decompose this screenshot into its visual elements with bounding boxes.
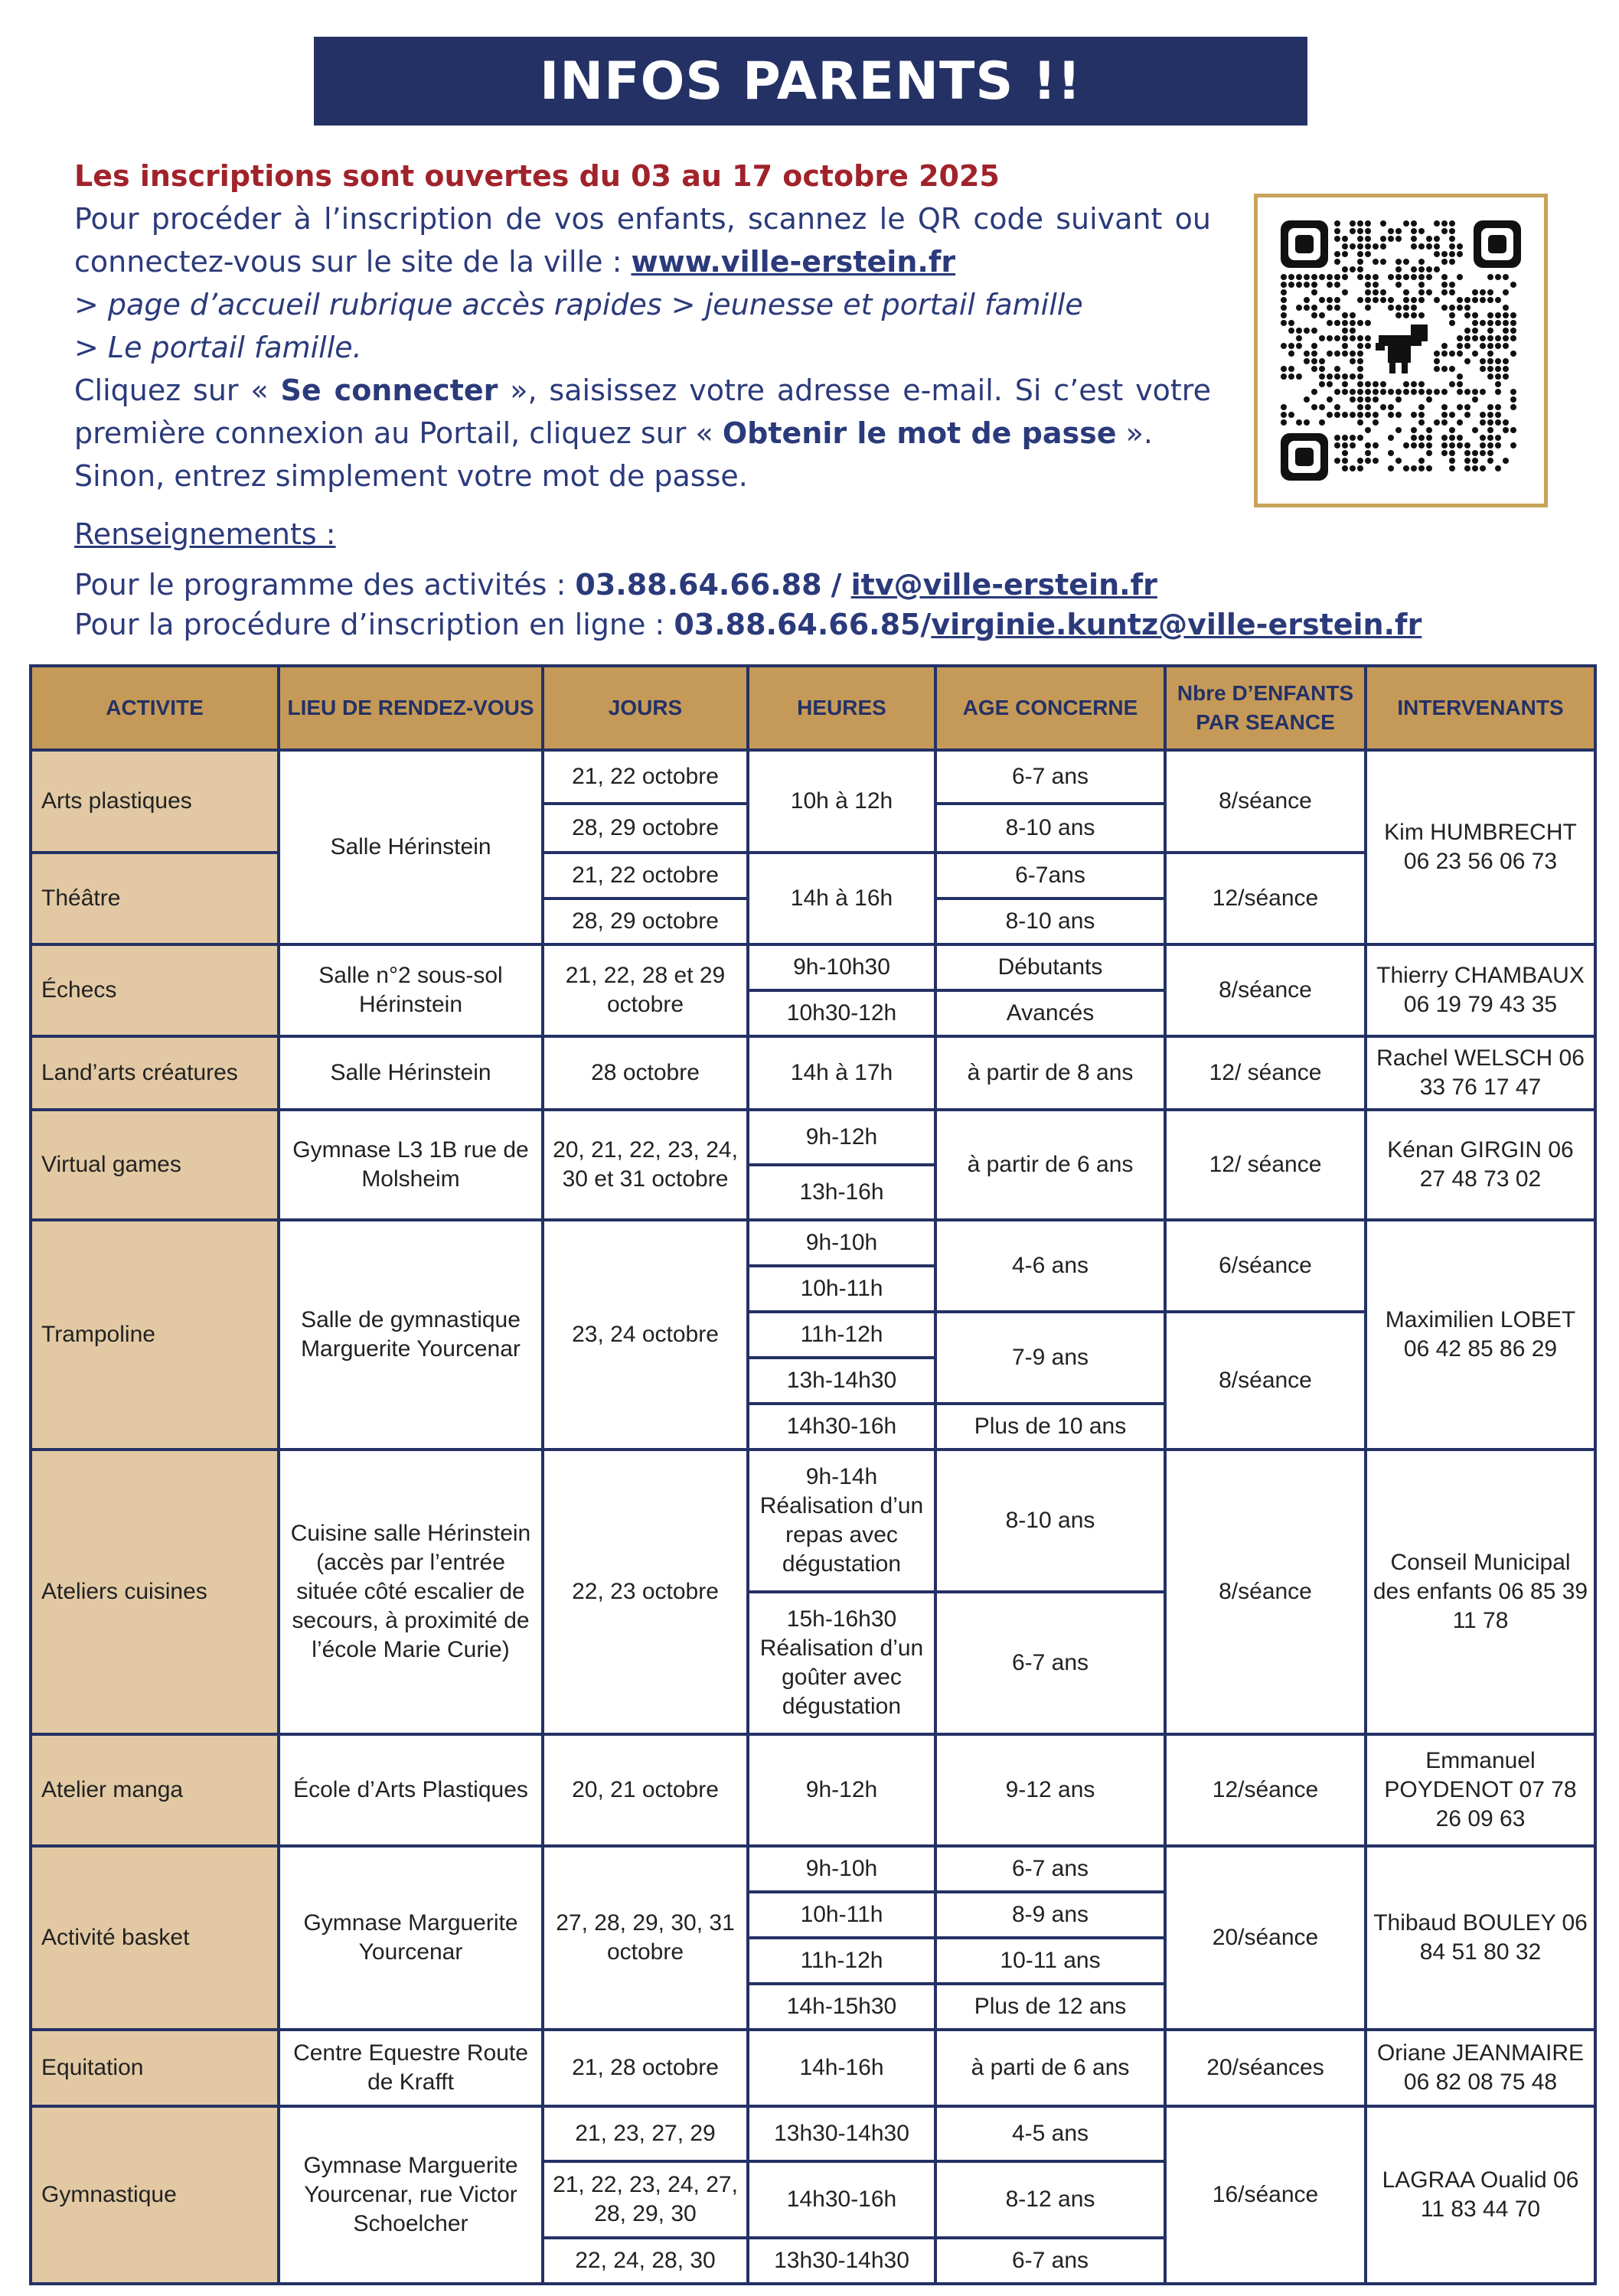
header-age: AGE CONCERNE [935, 666, 1165, 750]
table-row: 21, 22, 23, 24, 27, 28, 29, 30 14h30-16h 8-12 ans [31, 2161, 1595, 2238]
instructor-cell: Conseil Municipal des enfants 06 85 39 11 78 [1366, 1450, 1595, 1734]
registration-headline: Les inscriptions sont ouvertes du 03 au 17 octobre 2025 [74, 159, 1000, 193]
page-title: INFOS PARENTS !! [539, 51, 1082, 112]
header-lieu: LIEU DE RENDEZ-VOUS [279, 666, 543, 750]
activity-cell: Atelier manga [31, 1734, 279, 1846]
intro-paragraph: Pour procéder à l’inscription de vos enfants, scannez le QR code suivant ou connectez-vous sur le site de la ville : www.ville-erstein.fr [74, 202, 1211, 279]
table-row: 14h30-16h Plus de 10 ans [31, 1404, 1595, 1450]
header-activite: ACTIVITE [31, 666, 279, 750]
activity-cell: Equitation [31, 2030, 279, 2106]
instructor-cell: Kénan GIRGIN 06 27 48 73 02 [1366, 1110, 1595, 1220]
table-row: 11h-12h 7-9 ans 8/séance [31, 1312, 1595, 1358]
title-banner [314, 37, 1307, 126]
instructor-cell: Emmanuel POYDENOT 07 78 26 09 63 [1366, 1734, 1595, 1846]
login-instructions: Cliquez sur « Se connecter », saisissez votre adresse e-mail. Si c’est votre première connexion au Portail, cliquez sur « Obtenir le mot de passe ». [74, 373, 1211, 450]
activity-cell: Gymnastique [31, 2106, 279, 2284]
table-header-row [31, 666, 1595, 750]
activity-cell: Ateliers cuisines [31, 1450, 279, 1734]
header-enfants: Nbre D’ENFANTS PAR SEANCE [1165, 666, 1366, 750]
table-row: 13h-16h [31, 1165, 1595, 1220]
table-row: Ateliers cuisines Cuisine salle Hérinstein (accès par l’entrée située côté escalier de secours, à proximité de l’école Marie Curie) 22, 23 octobre 9h-14h Réalisation d’un repas avec dégustation 8-10 ans 8/séance Conseil Municipal des enfants 06 85 39 11 78 [31, 1450, 1595, 1592]
intro-text [74, 155, 1211, 497]
table-row: 14h-15h30 Plus de 12 ans [31, 1984, 1595, 2030]
table-row: Activité basket Gymnase Marguerite Yourcenar 27, 28, 29, 30, 31 octobre 9h-10h 6-7 ans 20/séance Thibaud BOULEY 06 84 51 80 32 [31, 1846, 1595, 1892]
instructor-cell: Thibaud BOULEY 06 84 51 80 32 [1366, 1846, 1595, 2030]
instructor-cell: Oriane JEANMAIRE 06 82 08 75 48 [1366, 2030, 1595, 2106]
table-row: Théâtre 21, 22 octobre 14h à 16h 6-7ans 12/séance [31, 853, 1595, 899]
instructor-cell: LAGRAA Oualid 06 11 83 44 70 [1366, 2106, 1595, 2284]
qr-code[interactable] [1254, 194, 1548, 507]
table-row: Gymnastique Gymnase Marguerite Yourcenar, rue Victor Schoelcher 21, 23, 27, 29 13h30-14h30 4-5 ans 16/séance LAGRAA Oualid 06 11 83 44 70 [31, 2106, 1595, 2161]
table-row: Arts plastiques Salle Hérinstein 21, 22 octobre 10h à 12h 6-7 ans 8/séance Kim HUMBRECHT 06 23 56 06 73 [31, 750, 1595, 804]
activity-cell: Théâtre [31, 853, 279, 944]
activity-cell: Activité basket [31, 1846, 279, 2030]
table-row: 15h-16h30 Réalisation d’un goûter avec dégustation 6-7 ans [31, 1592, 1595, 1734]
activity-cell: Land’arts créatures [31, 1036, 279, 1110]
instructor-cell: Maximilien LOBET 06 42 85 86 29 [1366, 1220, 1595, 1450]
path-line-2: > Le portail famille. [74, 331, 362, 364]
location-cell: Salle Hérinstein [279, 750, 543, 944]
table-row: Equitation Centre Equestre Route de Krafft 21, 28 octobre 14h-16h à parti de 6 ans 20/séances Oriane JEANMAIRE 06 82 08 75 48 [31, 2030, 1595, 2106]
program-contact: Pour le programme des activités : 03.88.64.66.88 / itv@ville-erstein.fr [74, 568, 1157, 602]
table-row: 22, 24, 28, 30 13h30-14h30 6-7 ans [31, 2238, 1595, 2284]
table-row: Virtual games Gymnase L3 1B rue de Molsheim 20, 21, 22, 23, 24, 30 et 31 octobre 9h-12h à partir de 6 ans 12/ séance Kénan GIRGIN 06 27 48 73 02 [31, 1110, 1595, 1165]
activity-cell: Arts plastiques [31, 750, 279, 853]
table-row: Atelier manga École d’Arts Plastiques 20, 21 octobre 9h-12h 9-12 ans 12/séance Emmanuel POYDENOT 07 78 26 09 63 [31, 1734, 1595, 1846]
program-phone[interactable]: 03.88.64.66.88 [575, 568, 822, 602]
registration-email[interactable]: virginie.kuntz@ville-erstein.fr [931, 608, 1422, 641]
header-heures: HEURES [748, 666, 935, 750]
activity-cell: Trampoline [31, 1220, 279, 1450]
contact-title: Renseignements : [74, 517, 336, 551]
table-row: 28, 29 octobre 8-10 ans [31, 899, 1595, 944]
instructor-cell: Thierry CHAMBAUX 06 19 79 43 35 [1366, 944, 1595, 1036]
registration-contact: Pour la procédure d’inscription en ligne : 03.88.64.66.85/virginie.kuntz@ville-erstein.fr [74, 608, 1422, 641]
connect-label: Se connecter [280, 373, 498, 407]
table-row: 13h-14h30 [31, 1358, 1595, 1404]
activity-cell: Échecs [31, 944, 279, 1036]
table-row: 10h-11h 8-9 ans [31, 1892, 1595, 1938]
activities-table [29, 664, 1597, 2285]
website-link[interactable]: www.ville-erstein.fr [631, 245, 956, 279]
table-row: 11h-12h 10-11 ans [31, 1938, 1595, 1984]
login-last-line: Sinon, entrez simplement votre mot de passe. [74, 459, 748, 493]
registration-phone[interactable]: 03.88.64.66.85/ [674, 608, 932, 641]
table-row: Land’arts créatures Salle Hérinstein 28 octobre 14h à 17h à partir de 8 ans 12/ séance Rachel WELSCH 06 33 76 17 47 [31, 1036, 1595, 1110]
program-email[interactable]: itv@ville-erstein.fr [850, 568, 1157, 602]
contact-info [74, 514, 1422, 644]
path-line-1: > page d’accueil rubrique accès rapides > jeunesse et portail famille [74, 288, 1083, 321]
password-label: Obtenir le mot de passe [722, 416, 1117, 450]
instructor-cell: Rachel WELSCH 06 33 76 17 47 [1366, 1036, 1595, 1110]
activity-cell: Virtual games [31, 1110, 279, 1220]
qr-code-icon [1281, 220, 1521, 481]
header-jours: JOURS [543, 666, 748, 750]
table-row: Échecs Salle n°2 sous-sol Hérinstein 21, 22, 28 et 29 octobre 9h-10h30 Débutants 8/séance Thierry CHAMBAUX 06 19 79 43 35 [31, 944, 1595, 990]
instructor-cell: Kim HUMBRECHT 06 23 56 06 73 [1366, 750, 1595, 944]
table-row: 10h30-12h Avancés [31, 990, 1595, 1036]
table-row: Trampoline Salle de gymnastique Marguerite Yourcenar 23, 24 octobre 9h-10h 4-6 ans 6/séance Maximilien LOBET 06 42 85 86 29 [31, 1220, 1595, 1266]
table-row: 28, 29 octobre 8-10 ans [31, 804, 1595, 853]
header-intervenants: INTERVENANTS [1366, 666, 1595, 750]
table-row: 10h-11h [31, 1266, 1595, 1312]
